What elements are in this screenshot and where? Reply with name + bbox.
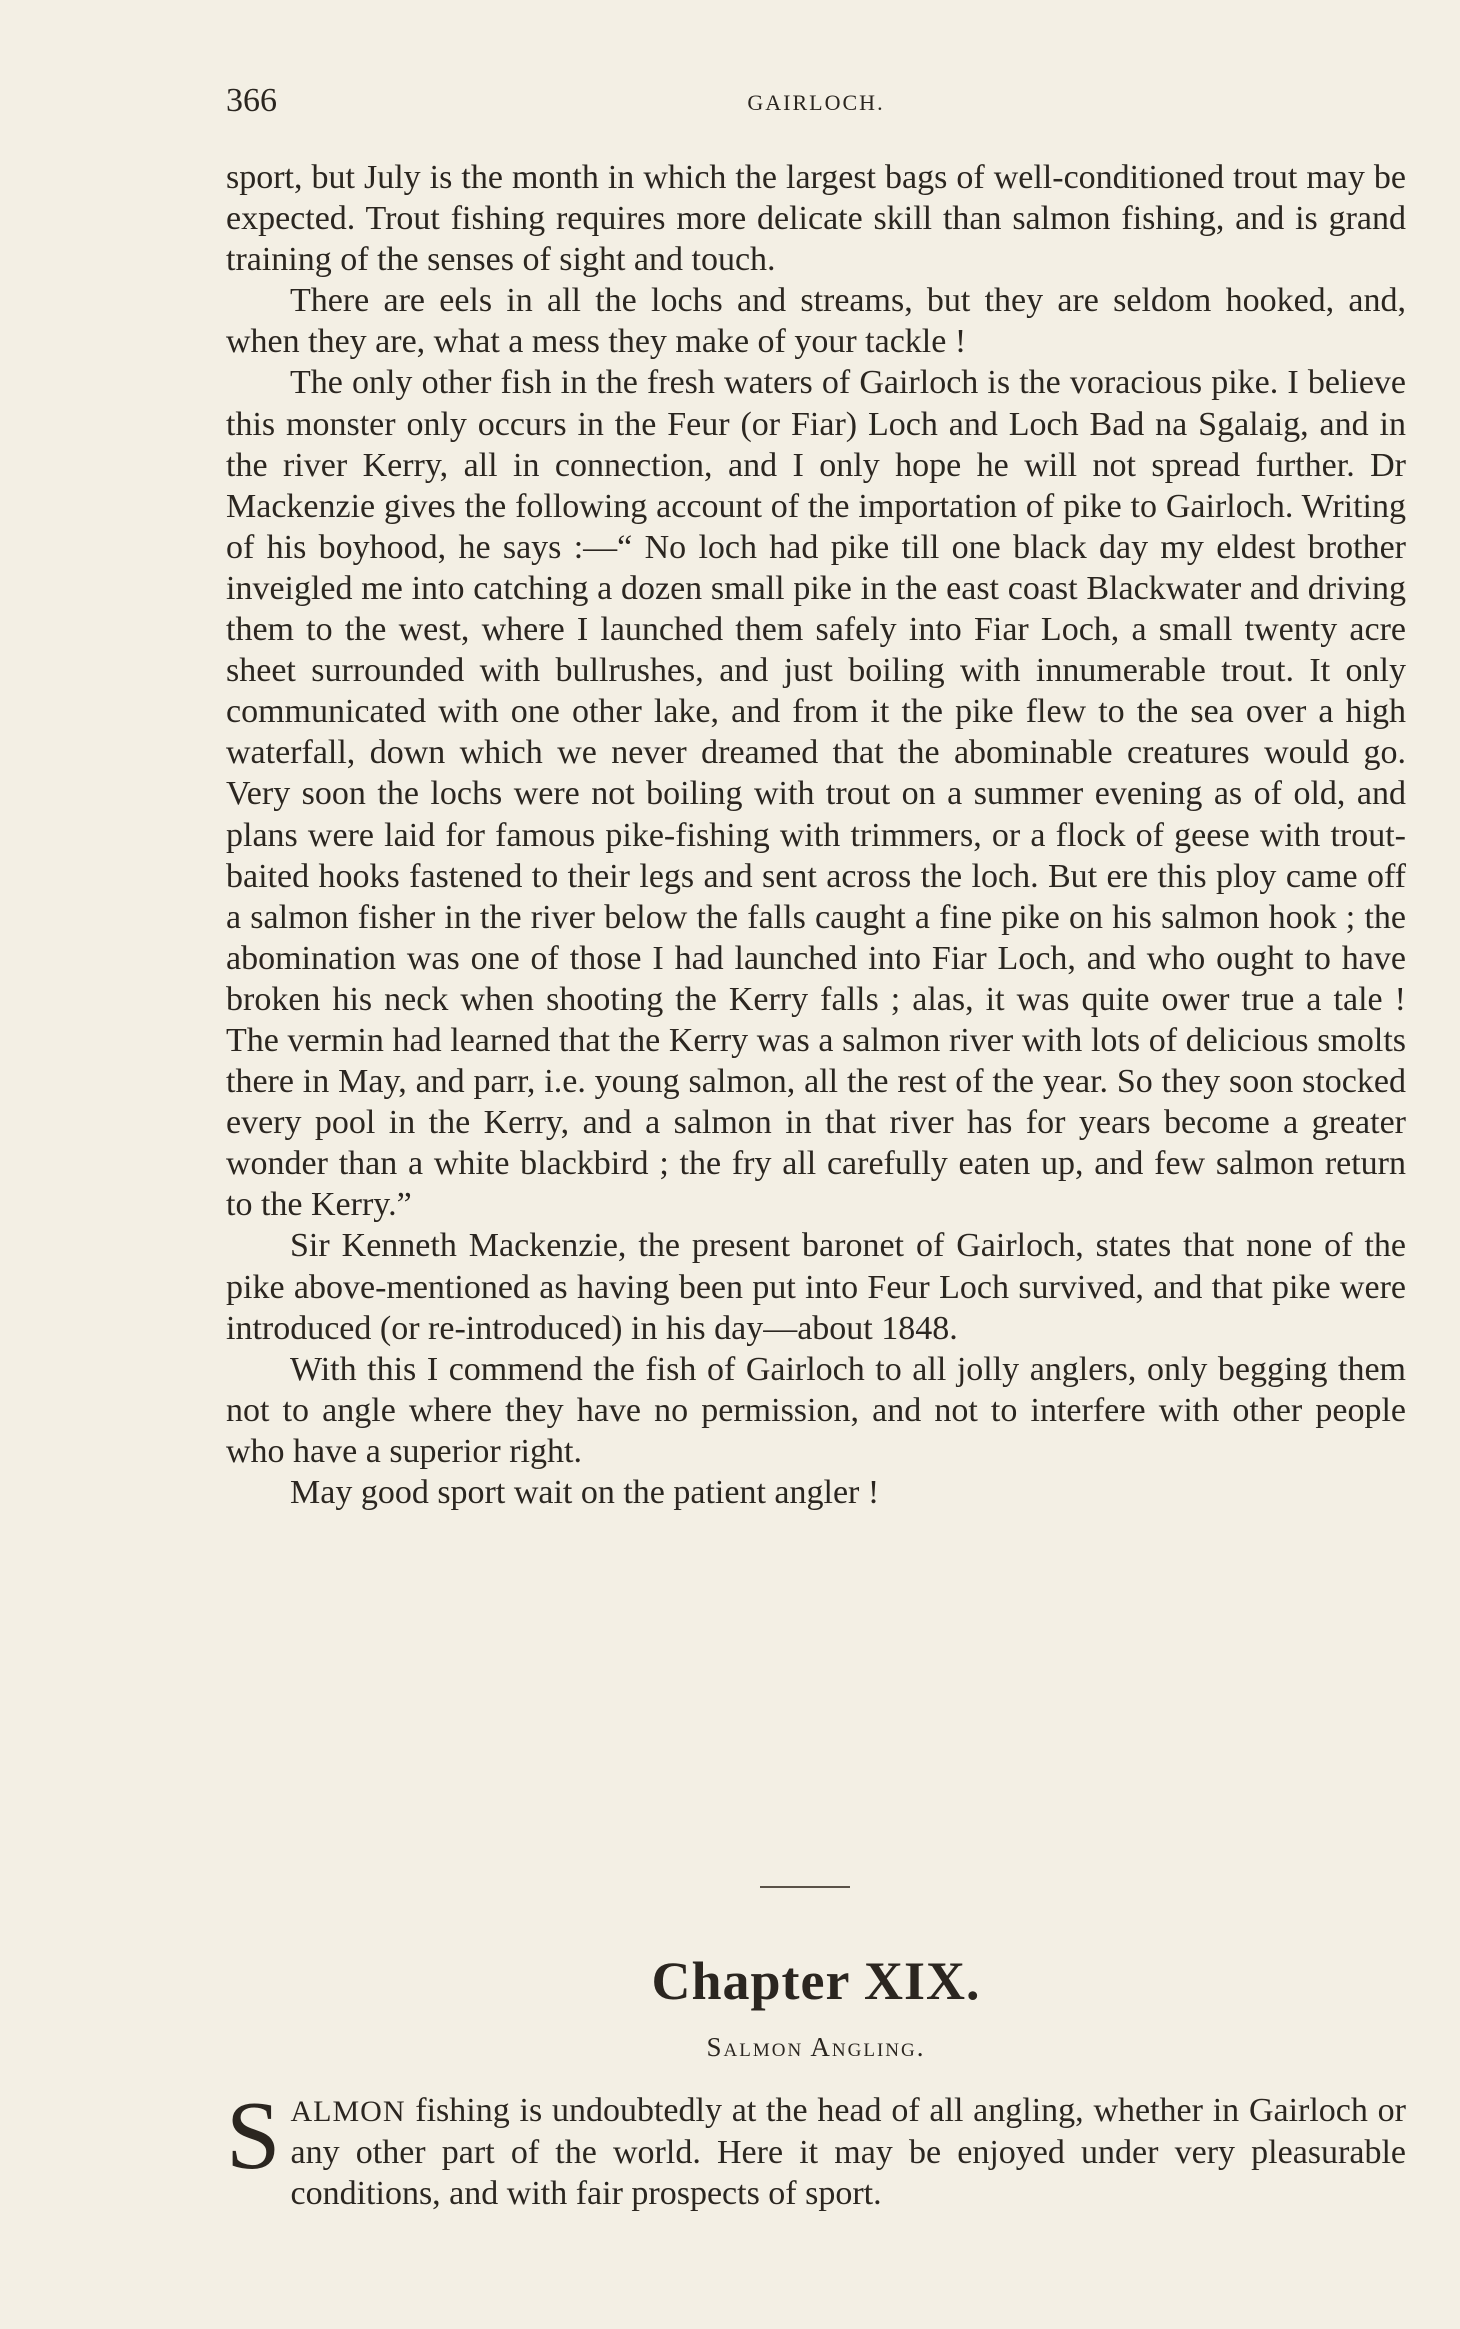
opening-text: fishing is undoubtedly at the head of all angling, whether in Gairloch or any other part of the world. Here it may be enjoyed under very pleasurable conditions, and with fair prospects of sport. [290, 2092, 1406, 2213]
paragraph-commendation: With this I commend the fish of Gairloch to all jolly anglers, only begging them not to angle where they have no permission, and not to interfere with other people who have a superior right. [226, 1350, 1406, 1470]
paragraph-eels: There are eels in all the lochs and streams, but they are seldom hooked, and, when they are, what a mess they make of your tackle ! [226, 282, 1406, 361]
chapter-title: Chapter XIX. [651, 1951, 981, 2011]
paragraph-trout-season: sport, but July is the month in which the largest bags of well-conditioned trout may be expected. Trout fishing requires more delicate skill than salmon fishing, and is grand training of the senses of sight and touch. [226, 159, 1406, 279]
paragraph-sir-kenneth: Sir Kenneth Mackenzie, the present baronet of Gairloch, states that none of the pike above-mentioned as having been put into Feur Loch survived, and that pike were introduced (or re-introduced) in his day—about 1848. [226, 1227, 1406, 1347]
opening-caps: ALMON [290, 2095, 406, 2128]
chapter-opening [226, 2082, 1406, 2214]
paragraph-pike-account: The only other fish in the fresh waters of Gairloch is the voracious pike. I believe this monster only occurs in the Feur (or Fiar) Loch and Loch Bad na Sgalaig, and in the river Kerry, all in connection, and I only hope he will not spread further. Dr Mackenzie gives the following account of the importation of pike to Gairloch. Writing of his boyhood, he says :—“ No loch had pike till one black day my eldest brother inveigled me into catching a dozen small pike in the east coast Blackwater and driving them to the west, where I launched them safely into Fiar Loch, a small twenty acre sheet surrounded with bullrushes, and just boiling with innumerable trout. It only communicated with one other lake, and from it the pike flew to the sea over a high waterfall, down which we never dreamed that the abominable creatures would go. Very soon the lochs were not boiling with trout on a summer evening as of old, and plans were laid for famous pike-fishing with trimmers, or a flock of geese with trout-baited hooks fastened to their legs and sent across the loch. But ere this ploy came off a salmon fisher in the river below the falls caught a fine pike on his salmon hook ; the abomination was one of those I had launched into Fiar Loch, and who ought to have broken his neck when shooting the Kerry falls ; alas, it was quite ower true a tale ! The vermin had learned that the Kerry was a salmon river with lots of delicious smolts there in May, and parr, i.e. young salmon, all the rest of the year. So they soon stocked every pool in the Kerry, and a salmon in that river has for years become a greater wonder than a white blackbird ; the fry all carefully eaten up, and few salmon return to the Kerry.” [226, 364, 1406, 1224]
section-divider [760, 1886, 850, 1888]
paragraph-closing-wish: May good sport wait on the patient angler ! [290, 1474, 880, 1511]
page-number: 366 [226, 82, 277, 119]
drop-cap: S [226, 2082, 281, 2190]
running-title: GAIRLOCH. [747, 90, 885, 115]
opening-paragraph [226, 2082, 1406, 2214]
chapter-subtitle: Salmon Angling. [706, 2032, 926, 2062]
body-text [226, 157, 1406, 1513]
running-head [226, 82, 1406, 126]
